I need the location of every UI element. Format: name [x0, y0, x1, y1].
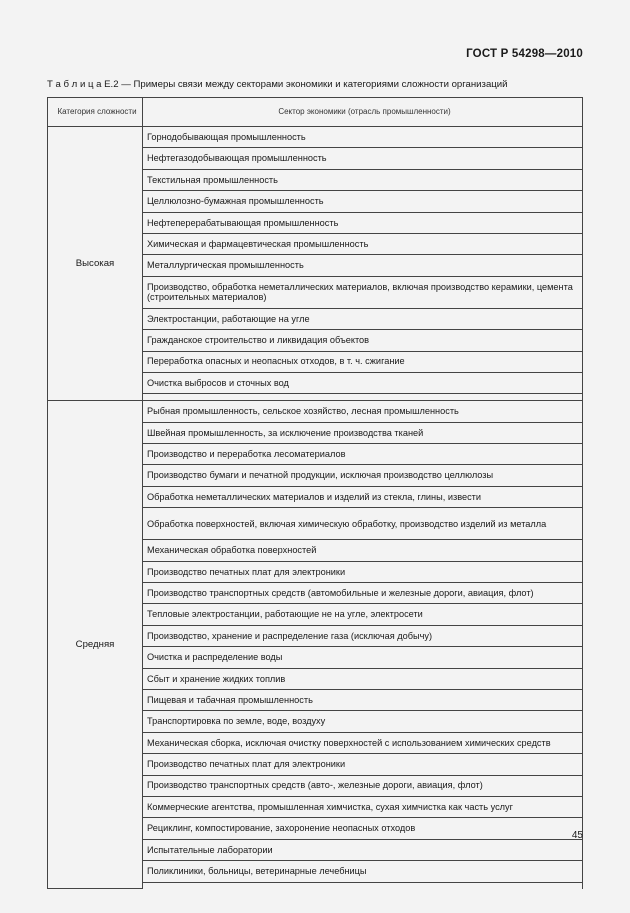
- sector-cell: Транспортировка по земле, воде, воздуху: [143, 711, 583, 732]
- page-number: 45: [571, 830, 583, 841]
- table-row: [48, 401, 583, 422]
- sector-cell: Обработка поверхностей, включая химическую обработку, производство изделий из металла: [143, 508, 583, 540]
- table-header-row: [48, 98, 583, 127]
- sector-cell: Химическая и фармацевтическая промышленность: [143, 233, 583, 254]
- sector-cell: Производство печатных плат для электроники: [143, 561, 583, 582]
- col-header-sector: Сектор экономики (отрасль промышленности): [143, 98, 583, 127]
- sector-cell: Швейная промышленность, за исключение производства тканей: [143, 422, 583, 443]
- sector-cell: Гражданское строительство и ликвидация объектов: [143, 330, 583, 351]
- sectors-table: [47, 97, 583, 889]
- sector-cell: Производство печатных плат для электроники: [143, 754, 583, 775]
- sector-cell: Нефтегазодобывающая промышленность: [143, 148, 583, 169]
- sector-cell: Производство и переработка лесоматериалов: [143, 444, 583, 465]
- spacer-cell: [143, 882, 583, 889]
- sector-cell: Электростанции, работающие на угле: [143, 308, 583, 329]
- spacer-cell: [143, 394, 583, 401]
- sector-cell: Переработка опасных и неопасных отходов, в т. ч. сжигание: [143, 351, 583, 372]
- sector-cell: Рециклинг, компостирование, захоронение неопасных отходов: [143, 818, 583, 839]
- sector-cell: Очистка и распределение воды: [143, 647, 583, 668]
- category-cell: Высокая: [48, 127, 143, 401]
- sector-cell: Коммерческие агентства, промышленная химчистка, сухая химчистка как часть услуг: [143, 796, 583, 817]
- sector-cell: Нефтеперерабатывающая промышленность: [143, 212, 583, 233]
- category-cell: Средняя: [48, 401, 143, 889]
- sector-cell: Механическая обработка поверхностей: [143, 540, 583, 561]
- sector-cell: Механическая сборка, исключая очистку поверхностей с использованием химических средств: [143, 732, 583, 753]
- sector-cell: Производство транспортных средств (автомобильные и железные дороги, авиация, флот): [143, 583, 583, 604]
- sector-cell: Производство транспортных средств (авто-, железные дороги, авиация, флот): [143, 775, 583, 796]
- sector-cell: Обработка неметаллических материалов и изделий из стекла, глины, извести: [143, 486, 583, 507]
- table-body: [48, 127, 583, 889]
- sector-cell: Текстильная промышленность: [143, 169, 583, 190]
- sector-cell: Тепловые электростанции, работающие не на угле, электросети: [143, 604, 583, 625]
- sector-cell: Производство, хранение и распределение газа (исключая добычу): [143, 625, 583, 646]
- table-caption: Т а б л и ц а Е.2 — Примеры связи между секторами экономики и категориями сложности организаций: [47, 79, 508, 90]
- sector-cell: Целлюлозно-бумажная промышленность: [143, 191, 583, 212]
- sector-cell: Производство бумаги и печатной продукции, исключая производство целлюлозы: [143, 465, 583, 486]
- col-header-category: Категория сложности: [48, 98, 143, 127]
- sector-cell: Очистка выбросов и сточных вод: [143, 372, 583, 393]
- sector-cell: Горнодобывающая промышленность: [143, 127, 583, 148]
- sector-cell: Производство, обработка неметаллических материалов, включая производство керамики, цемента (строительных материалов): [143, 276, 583, 308]
- sector-cell: Сбыт и хранение жидких топлив: [143, 668, 583, 689]
- table-row: [48, 127, 583, 148]
- sector-cell: Поликлиники, больницы, ветеринарные лечебницы: [143, 861, 583, 882]
- sector-cell: Металлургическая промышленность: [143, 255, 583, 276]
- document-code: ГОСТ Р 54298—2010: [466, 48, 583, 60]
- sector-cell: Пищевая и табачная промышленность: [143, 689, 583, 710]
- sector-cell: Испытательные лаборатории: [143, 839, 583, 860]
- sector-cell: Рыбная промышленность, сельское хозяйство, лесная промышленность: [143, 401, 583, 422]
